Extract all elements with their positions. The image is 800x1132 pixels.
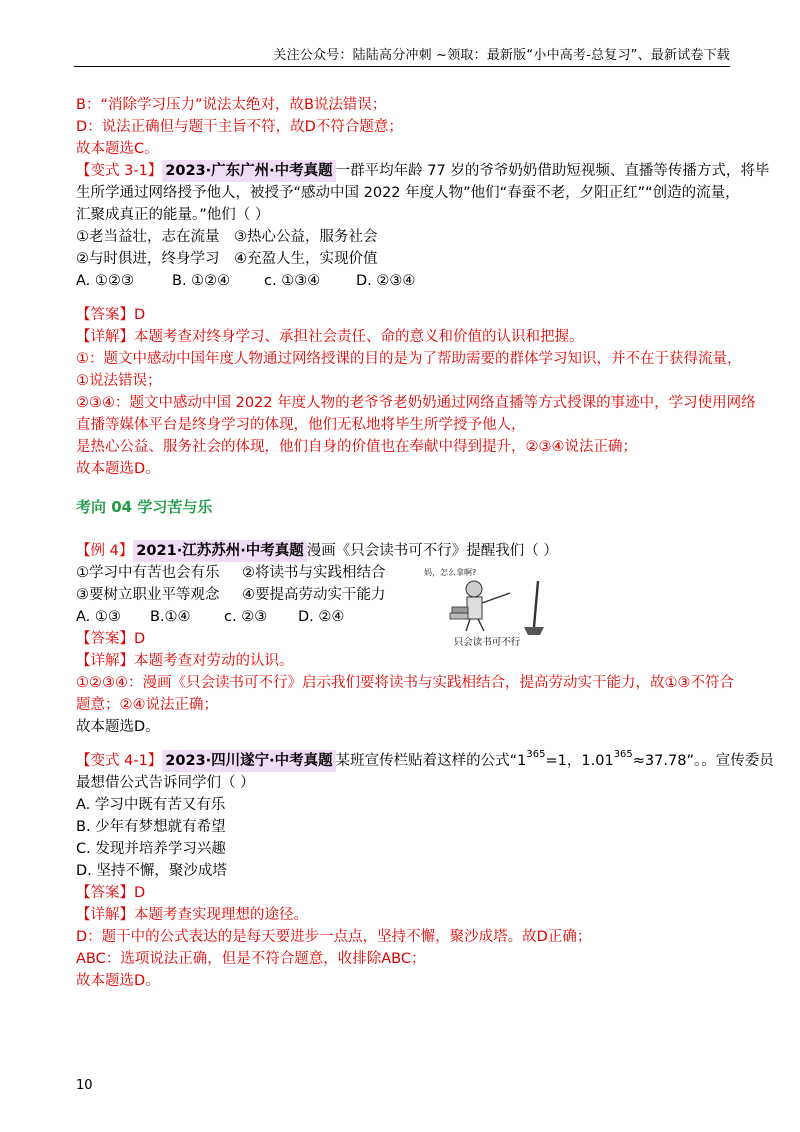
section-title: 考向 04 学习苦与乐 (76, 498, 213, 516)
explanation-d: D：说法正确但与题干主旨不符，故D不符合题意； (76, 119, 403, 135)
answer-3-1: 【答案】D (76, 307, 146, 323)
question-3-1-stem-2: 生所学通过网络授予他人，被授予“感动中国 2022 年度人物”他们“春蚕不老，夕阳正红”“创造的流量， (76, 185, 740, 201)
formula-part-b: =1，1.01 (545, 753, 614, 769)
formula-exponent-2: 365 (613, 749, 633, 760)
option-a: A. 学习中既有苦又有乐 (76, 797, 226, 813)
option-d: D. ②④ (298, 609, 345, 625)
statement-2: ②与时俱进，终身学习 (76, 251, 220, 267)
stem-text: 一群平均年龄 77 岁的爷爷奶奶借助短视频、直播等传播方式，将毕 (335, 163, 770, 179)
answer-choice: 故本题选C。 (76, 141, 159, 157)
formula-exponent-1: 365 (526, 749, 546, 760)
explanation-4-1-a: D：题干中的公式表达的是每天要进步一点点，坚持不懈，聚沙成塔。故D正确； (76, 929, 592, 945)
question-source: 2021·江苏苏州·中考真题 (133, 540, 306, 562)
statement-4: ④充盈人生，实现价值 (234, 251, 378, 267)
explanation-4-1-c: 故本题选D。 (76, 973, 160, 989)
explanation-4-b: 题意；②④说法正确； (76, 697, 218, 713)
question-tag: 【变式 4-1】 (76, 753, 163, 769)
option-c: C. 发现并培养学习兴趣 (76, 841, 226, 857)
statement-3: ③热心公益，服务社会 (234, 229, 378, 245)
cartoon-image (418, 563, 556, 649)
stem-text: 漫画《只会读书可不行》提醒我们（ ） (306, 543, 558, 559)
statement-3: ③要树立职业平等观念 (76, 587, 220, 603)
explanation-3-1-a: ①：题文中感动中国年度人物通过网络授课的目的是为了帮助需要的群体学习知识，并不在于获得流量， (76, 351, 742, 367)
option-b: B. 少年有梦想就有希望 (76, 819, 226, 835)
ex4-statements-row-2 (76, 584, 386, 606)
explanation-3-1-d: 直播等媒体平台是终身学习的体现，他们无私地将毕生所学授予他人， (76, 417, 526, 433)
option-b: B.①④ (150, 609, 191, 625)
option-c: c. ②③ (224, 609, 268, 625)
header-text: 关注公众号：陆陆高分冲刺 ~领取：最新版“小中高考-总复习”、最新试卷下载 (273, 48, 730, 63)
explanation-b: B：“消除学习压力”说法太绝对，故B说法错误； (76, 97, 387, 113)
example-4-stem (76, 540, 558, 562)
statements-row-1 (76, 226, 378, 248)
question-4-1-stem (76, 744, 774, 772)
explanation-3-1-f: 故本题选D。 (76, 461, 160, 477)
question-tag: 【例 4】 (76, 543, 134, 559)
cartoon-bubble: 妈，怎么拿啊? (424, 568, 477, 577)
statements-row-2 (76, 248, 378, 270)
option-a: A. ①③ (76, 609, 121, 625)
option-d: D. 坚持不懈，聚沙成塔 (76, 863, 227, 879)
answer-4-1: 【答案】D (76, 885, 146, 901)
detail-3-1: 【详解】本题考查对终身学习、承担社会责任、命的意义和价值的认识和把握。 (76, 329, 584, 345)
explanation-3-1-c: ②③④：题文中感动中国 2022 年度人物的老爷爷老奶奶通过网络直播等方式授课的事迹中，学习使用网络 (76, 395, 756, 411)
detail-4-1: 【详解】本题考查实现理想的途径。 (76, 907, 308, 923)
ex4-statements-row-1 (76, 562, 386, 584)
question-4-1-stem-2: 最想借公式告诉同学们（ ） (76, 775, 255, 791)
answer-4: 【答案】D (76, 631, 146, 647)
statement-4: ④要提高劳动实干能力 (242, 587, 386, 603)
statement-2: ②将读书与实践相结合 (242, 565, 386, 581)
statement-1: ①学习中有苦也会有乐 (76, 565, 220, 581)
cartoon-caption: 只会读书可不行 (453, 637, 521, 648)
page-number: 10 (76, 1078, 93, 1093)
header-rule (74, 66, 730, 67)
page-header (0, 40, 800, 66)
ex4-options-row (76, 606, 344, 628)
option-c: c. ①③④ (264, 273, 321, 289)
explanation-3-1-b: ①说法错误； (76, 373, 162, 389)
explanation-4-a: ①②③④：漫画《只会读书可不行》启示我们要将读书与实践相结合，提高劳动实干能力，故①③不符合 (76, 675, 734, 691)
formula-part-c: ≈37.78”。。宣传委员 (632, 753, 774, 769)
option-b: B. ①②④ (172, 273, 231, 289)
statement-1: ①老当益壮，志在流量 (76, 229, 220, 245)
cartoon-drawing (418, 563, 556, 649)
question-3-1-stem (76, 160, 769, 182)
explanation-3-1-e: 是热心公益、服务社会的体现，他们自身的价值也在奉献中得到提升，②③④说法正确； (76, 439, 637, 455)
option-a: A. ①②③ (76, 273, 134, 289)
option-d: D. ②③④ (356, 273, 416, 289)
options-row (76, 270, 415, 292)
explanation-4-c: 故本题选D。 (76, 719, 160, 735)
question-source: 2023·四川遂宁·中考真题 (162, 750, 335, 772)
question-source: 2023·广东广州·中考真题 (162, 160, 335, 182)
question-tag: 【变式 3-1】 (76, 163, 163, 179)
detail-4: 【详解】本题考查对劳动的认识。 (76, 653, 294, 669)
question-3-1-stem-3: 汇聚成真正的能量。”他们（ ） (76, 207, 270, 223)
formula-part-a: 某班宣传栏贴着这样的公式“1 (335, 753, 527, 769)
explanation-4-1-b: ABC：选项说法正确，但是不符合题意，收排除ABC； (76, 951, 426, 967)
